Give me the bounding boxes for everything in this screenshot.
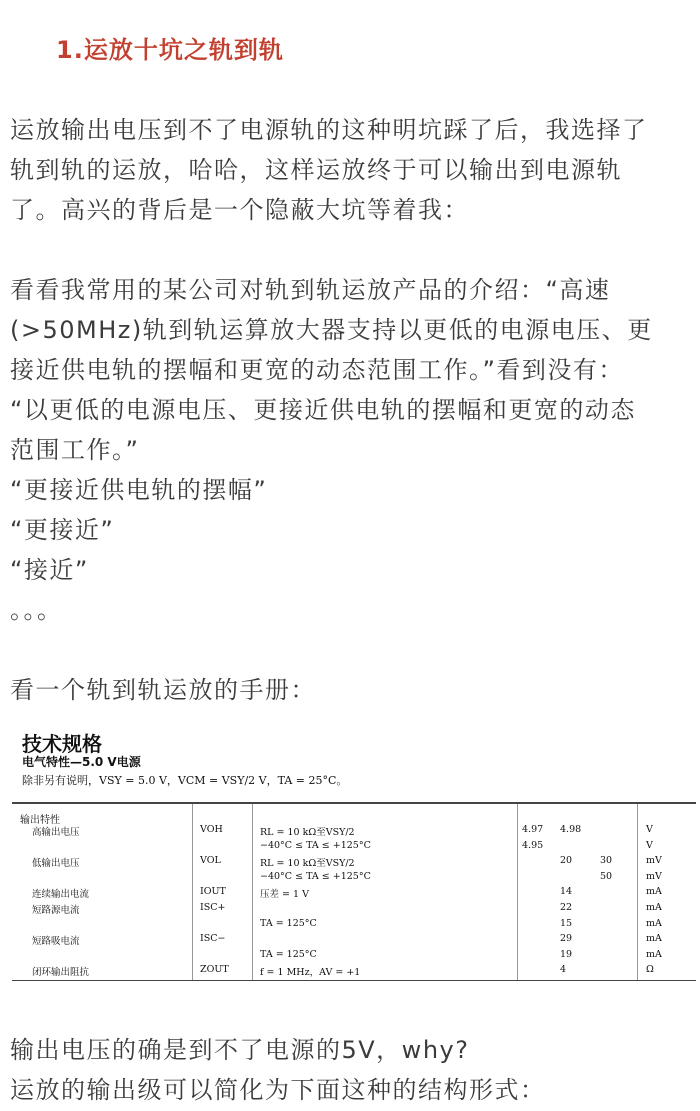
spec-param-cell: 闭环输出阻抗 <box>32 967 90 979</box>
spec-top-rule <box>12 802 696 804</box>
text-line: 范围工作。” <box>10 436 140 464</box>
text-line: 输出电压的确是到不了电源的5V，why? <box>10 1036 470 1064</box>
spec-typ-cell: 4 <box>560 964 567 976</box>
text-line: “接近” <box>10 556 89 584</box>
spec-param-cell: 连续输出电流 <box>32 889 90 901</box>
text-line: 看看我常用的某公司对轨到轨运放产品的介绍：“高速 <box>10 276 611 304</box>
spec-typ-cell: 15 <box>560 917 573 929</box>
spec-condition-cell: f = 1 MHz，AV = +1 <box>260 967 361 979</box>
spec-symbol-cell: VOH <box>200 824 223 835</box>
column-divider <box>252 804 253 980</box>
spec-typ-cell: 29 <box>560 933 573 945</box>
spec-condition-cell: TA = 125°C <box>260 917 317 929</box>
spec-typ-cell: 22 <box>560 902 573 913</box>
spec-typ-cell: 4.98 <box>560 824 582 835</box>
spec-symbol-cell: IOUT <box>200 886 226 898</box>
spec-param-cell: 高输出电压 <box>32 827 80 838</box>
spec-condition-cell: −40°C ≤ TA ≤ +125°C <box>260 870 371 882</box>
spec-symbol-cell: VOL <box>200 855 221 867</box>
text-line: 看一个轨到轨运放的手册： <box>10 676 316 704</box>
spec-bottom-rule <box>12 980 696 981</box>
text-line: 了。高兴的背后是一个隐蔽大坑等着我： <box>10 196 469 224</box>
spec-condition-cell: −40°C ≤ TA ≤ +125°C <box>260 839 371 851</box>
spec-unit-cell: V <box>646 824 653 835</box>
spec-title: 技术规格 <box>22 732 102 756</box>
paragraph-manual-intro <box>10 670 698 710</box>
spec-unit-cell: V <box>646 839 653 851</box>
column-divider <box>192 804 193 980</box>
text-line: “更接近供电轨的摆幅” <box>10 476 268 504</box>
spec-unit-cell: mV <box>646 855 662 867</box>
section-heading: 1.运放十坑之轨到轨 <box>56 36 284 64</box>
spec-symbol-cell: ISC− <box>200 933 226 945</box>
spec-condition-cell: RL = 10 kΩ至VSY/2 <box>260 827 355 838</box>
spec-max-cell: 30 <box>600 855 613 867</box>
text-line: 运放的输出级可以简化为下面这种的结构形式： <box>10 1076 546 1104</box>
paragraph-quote <box>10 270 698 630</box>
paragraph-why <box>10 1030 698 1110</box>
text-line: “以更低的电源电压、更接近供电轨的摆幅和更宽的动态 <box>10 396 636 424</box>
text-line: (>50MHz)轨到轨运算放大器支持以更低的电源电压、更 <box>10 316 653 344</box>
spec-condition-cell: 压差 = 1 V <box>260 889 309 901</box>
spec-param-cell: 短路源电流 <box>32 905 80 916</box>
spec-unit-cell: Ω <box>646 964 654 976</box>
column-divider <box>637 804 638 980</box>
spec-unit-cell: mA <box>646 917 662 929</box>
spec-symbol-cell: ISC+ <box>200 902 226 913</box>
spec-param-cell: 短路吸电流 <box>32 936 80 948</box>
spec-condition-cell: TA = 125°C <box>260 948 317 960</box>
spec-unit-cell: mA <box>646 886 662 898</box>
spec-param-cell: 低输出电压 <box>32 858 80 870</box>
spec-typ-cell: 14 <box>560 886 573 898</box>
text-line: 轨到轨的运放，哈哈，这样运放终于可以输出到电源轨 <box>10 156 622 184</box>
text-line: 接近供电轨的摆幅和更宽的动态范围工作。”看到没有： <box>10 356 624 384</box>
spec-min-cell: 4.95 <box>522 839 544 851</box>
spec-unit-cell: mV <box>646 870 662 882</box>
text-line: “更接近” <box>10 516 115 544</box>
spec-unit-cell: mA <box>646 933 662 945</box>
spec-subtitle: 电气特性—5.0 V电源 <box>22 755 141 769</box>
spec-min-cell: 4.97 <box>522 824 544 835</box>
spec-symbol-cell: ZOUT <box>200 964 229 976</box>
datasheet-spec-table <box>12 720 696 985</box>
spec-condition-cell: RL = 10 kΩ至VSY/2 <box>260 858 355 870</box>
spec-conditions: 除非另有说明，VSY = 5.0 V，VCM = VSY/2 V，TA = 25°C。 <box>22 774 348 787</box>
spec-section-label: 输出特性 <box>20 815 60 826</box>
spec-typ-cell: 20 <box>560 855 573 867</box>
spec-unit-cell: mA <box>646 948 662 960</box>
spec-max-cell: 50 <box>600 870 613 882</box>
paragraph-intro <box>10 110 698 230</box>
text-line: 运放输出电压到不了电源轨的这种明坑踩了后，我选择了 <box>10 116 648 144</box>
spec-typ-cell: 19 <box>560 948 573 960</box>
spec-unit-cell: mA <box>646 902 662 913</box>
text-line: 。。。 <box>10 596 63 624</box>
column-divider <box>517 804 518 980</box>
